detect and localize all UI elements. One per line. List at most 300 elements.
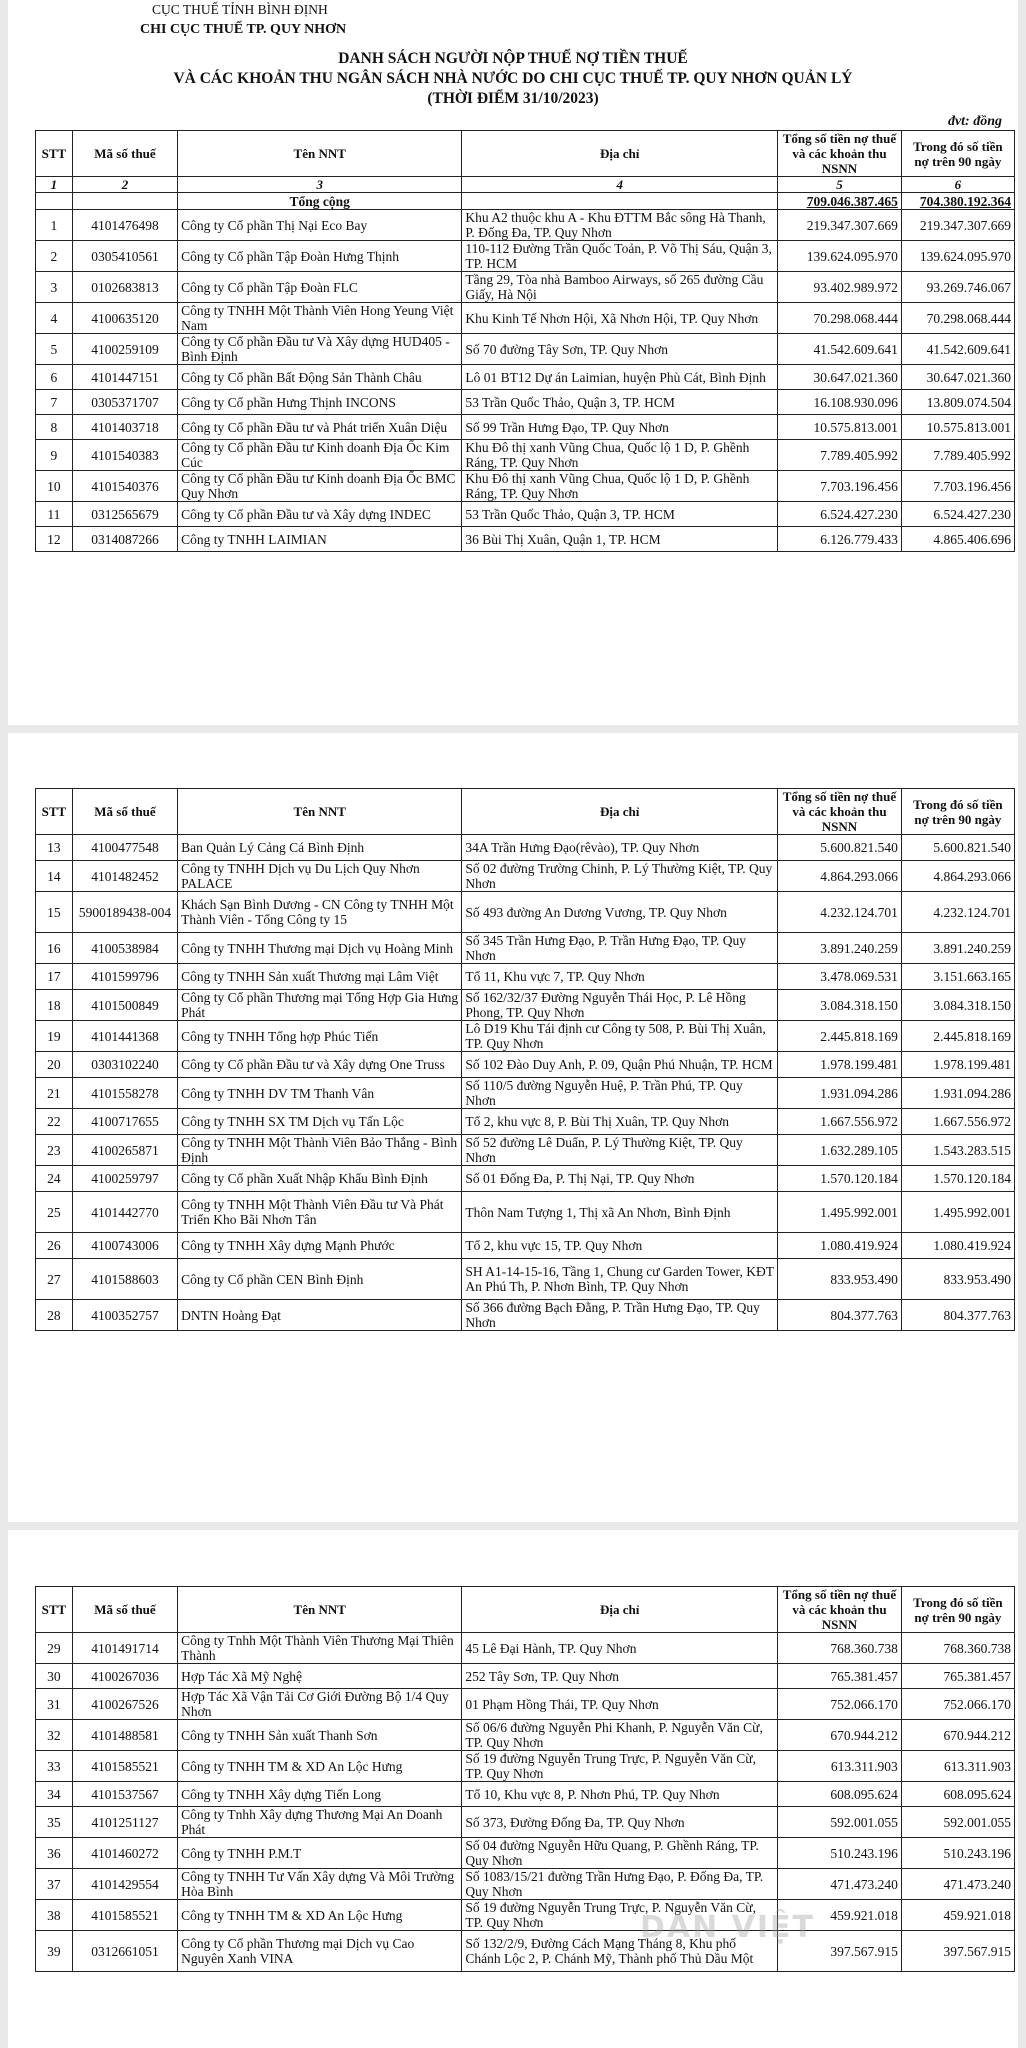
cell-name: Công ty Cổ phần Thương mại Tổng Hợp Gia Hưng Phát <box>178 990 462 1021</box>
table-row <box>36 502 1015 527</box>
cell-over90: 608.095.624 <box>901 1782 1014 1807</box>
cell-name: Công ty Cổ phần Đầu tư Kinh doanh Địa Ốc BMC Quy Nhơn <box>178 471 462 502</box>
cell-total: 765.381.457 <box>778 1664 902 1689</box>
cell-name: Công ty Cổ phần Thị Nại Eco Bay <box>178 210 462 241</box>
cell-name: Công ty Cổ phần Đầu tư Kinh doanh Địa Ốc Kim Cúc <box>178 440 462 471</box>
cell-name: Công ty Cổ phần CEN Bình Định <box>178 1259 462 1300</box>
cell-name: Công ty Cổ phần Đầu tư và Phát triển Xuân Diệu <box>178 415 462 440</box>
table-row <box>36 990 1015 1021</box>
column-header-over90: Trong đó số tiền nợ trên 90 ngày <box>901 131 1014 177</box>
column-header-name: Tên NNT <box>178 1587 462 1633</box>
debtor-table-part-1 <box>35 130 1015 552</box>
cell-address: Số 373, Đường Đống Đa, TP. Quy Nhơn <box>462 1807 778 1838</box>
cell-name: Công ty Cổ phần Hưng Thịnh INCONS <box>178 390 462 415</box>
total-amount-cell <box>778 193 902 210</box>
column-number: 3 <box>178 177 462 193</box>
cell-mst: 4100538984 <box>72 933 177 964</box>
column-header-address: Địa chỉ <box>462 1587 778 1633</box>
cell-total: 16.108.930.096 <box>778 390 902 415</box>
cell-stt: 38 <box>36 1900 73 1931</box>
cell-mst: 4101476498 <box>72 210 177 241</box>
cell-mst: 4101251127 <box>72 1807 177 1838</box>
cell-total: 1.632.289.105 <box>778 1135 902 1166</box>
cell-address: Số 06/6 đường Nguyễn Phi Khanh, P. Nguyễn Văn Cừ, TP. Quy Nhơn <box>462 1720 778 1751</box>
cell-total: 3.084.318.150 <box>778 990 902 1021</box>
total-label: Tổng cộng <box>178 193 462 210</box>
cell-address: Số 132/2/9, Đường Cách Mạng Tháng 8, Khu phố Chánh Lộc 2, P. Chánh Mỹ, Thành phố Thủ Dầu Một <box>462 1931 778 1972</box>
cell-mst: 4100635120 <box>72 303 177 334</box>
cell-total: 6.126.779.433 <box>778 527 902 552</box>
cell-over90: 1.667.556.972 <box>901 1109 1014 1135</box>
cell-total: 1.495.992.001 <box>778 1192 902 1233</box>
cell-over90: 1.570.120.184 <box>901 1166 1014 1192</box>
cell-address: Lô 01 BT12 Dự án Laimian, huyện Phù Cát, Bình Định <box>462 365 778 390</box>
table-header-row <box>36 789 1015 835</box>
cell-address: Lô D19 Khu Tái định cư Công ty 508, P. Bùi Thị Xuân, TP. Quy Nhơn <box>462 1021 778 1052</box>
column-header-over90: Trong đó số tiền nợ trên 90 ngày <box>901 789 1014 835</box>
cell-mst: 0312565679 <box>72 502 177 527</box>
table-row <box>36 1751 1015 1782</box>
watermark: DÂN VIỆT <box>640 1910 816 1945</box>
cell-total: 833.953.490 <box>778 1259 902 1300</box>
cell-stt: 20 <box>36 1052 73 1078</box>
cell-stt: 29 <box>36 1633 73 1664</box>
column-header-name: Tên NNT <box>178 131 462 177</box>
cell-name: Hợp Tác Xã Vận Tải Cơ Giới Đường Bộ 1/4 Quy Nhơn <box>178 1689 462 1720</box>
cell-name: Công ty Tnhh Xây dựng Thương Mại An Doanh Phát <box>178 1807 462 1838</box>
cell-total: 471.473.240 <box>778 1869 902 1900</box>
cell-total: 1.570.120.184 <box>778 1166 902 1192</box>
cell-over90: 3.151.663.165 <box>901 964 1014 990</box>
cell-name: Công ty TNHH Sản xuất Thương mại Lâm Việt <box>178 964 462 990</box>
table-header-row <box>36 1587 1015 1633</box>
cell-total: 6.524.427.230 <box>778 502 902 527</box>
table-row <box>36 933 1015 964</box>
cell-over90: 1.543.283.515 <box>901 1135 1014 1166</box>
debtor-table-part-2 <box>35 788 1015 1331</box>
cell-name: Công ty Cổ phần Tập Đoàn FLC <box>178 272 462 303</box>
cell-address: Thôn Nam Tượng 1, Thị xã An Nhơn, Bình Định <box>462 1192 778 1233</box>
cell-name: Công ty Cổ phần Bất Động Sản Thành Châu <box>178 365 462 390</box>
cell-address: 36 Bùi Thị Xuân, Quận 1, TP. HCM <box>462 527 778 552</box>
table-row <box>36 1720 1015 1751</box>
cell-stt: 24 <box>36 1166 73 1192</box>
column-header-address: Địa chỉ <box>462 131 778 177</box>
table-row <box>36 1233 1015 1259</box>
table-row <box>36 861 1015 892</box>
cell-stt: 4 <box>36 303 73 334</box>
cell-over90: 6.524.427.230 <box>901 502 1014 527</box>
cell-stt: 22 <box>36 1109 73 1135</box>
table-row <box>36 892 1015 933</box>
cell-address: Số 1083/15/21 đường Trần Hưng Đạo, P. Đống Đa, TP. Quy Nhơn <box>462 1869 778 1900</box>
cell-over90: 765.381.457 <box>901 1664 1014 1689</box>
document-page-1 <box>8 0 1018 725</box>
cell-name: Công ty TNHH TM & XD An Lộc Hưng <box>178 1751 462 1782</box>
cell-stt: 6 <box>36 365 73 390</box>
cell-name: Công ty Cổ phần Đầu tư Và Xây dựng HUD405 - Bình Định <box>178 334 462 365</box>
cell-address: Số 19 đường Nguyễn Trung Trực, P. Nguyễn Văn Cừ, TP. Quy Nhơn <box>462 1751 778 1782</box>
cell-stt: 12 <box>36 527 73 552</box>
cell-address: Khu Đô thị xanh Vũng Chua, Quốc lộ 1 D, P. Ghềnh Ráng, TP. Quy Nhơn <box>462 440 778 471</box>
cell-mst: 4100267036 <box>72 1664 177 1689</box>
cell-over90: 613.311.903 <box>901 1751 1014 1782</box>
cell-stt: 30 <box>36 1664 73 1689</box>
column-number: 2 <box>72 177 177 193</box>
cell-name: Công ty Tnhh Một Thành Viên Thương Mại Thiên Thành <box>178 1633 462 1664</box>
cell-total: 613.311.903 <box>778 1751 902 1782</box>
cell-stt: 10 <box>36 471 73 502</box>
cell-total: 752.066.170 <box>778 1689 902 1720</box>
cell-total: 4.864.293.066 <box>778 861 902 892</box>
cell-over90: 804.377.763 <box>901 1300 1014 1331</box>
total-amount: 709.046.387.465 <box>806 193 898 209</box>
cell-over90: 1.931.094.286 <box>901 1078 1014 1109</box>
cell-address: Khu Đô thị xanh Vũng Chua, Quốc lộ 1 D, P. Ghềnh Ráng, TP. Quy Nhơn <box>462 471 778 502</box>
total-over90-cell <box>901 193 1014 210</box>
cell-mst: 4101447151 <box>72 365 177 390</box>
cell-name: Công ty TNHH Một Thành Viên Bảo Thắng - Bình Định <box>178 1135 462 1166</box>
column-header-stt: STT <box>36 131 73 177</box>
cell-mst: 4100259109 <box>72 334 177 365</box>
table-row <box>36 1869 1015 1900</box>
table-row <box>36 964 1015 990</box>
table-header-row <box>36 131 1015 177</box>
cell-name: Công ty TNHH TM & XD An Lộc Hưng <box>178 1900 462 1931</box>
cell-mst: 4101537567 <box>72 1782 177 1807</box>
cell-stt: 18 <box>36 990 73 1021</box>
table-row <box>36 415 1015 440</box>
cell-stt: 26 <box>36 1233 73 1259</box>
cell-over90: 93.269.746.067 <box>901 272 1014 303</box>
cell-name: Công ty TNHH Thương mại Dịch vụ Hoàng Minh <box>178 933 462 964</box>
cell-over90: 3.891.240.259 <box>901 933 1014 964</box>
table-row <box>36 1689 1015 1720</box>
column-header-total: Tổng số tiền nợ thuế và các khoản thu NSNN <box>778 131 902 177</box>
cell-name: DNTN Hoàng Đạt <box>178 1300 462 1331</box>
cell-over90: 7.703.196.456 <box>901 471 1014 502</box>
cell-total: 3.478.069.531 <box>778 964 902 990</box>
cell-over90: 471.473.240 <box>901 1869 1014 1900</box>
document-title-line-2: VÀ CÁC KHOẢN THU NGÂN SÁCH NHÀ NƯỚC DO CHI CỤC THUẾ TP. QUY NHƠN QUẢN LÝ <box>173 70 853 87</box>
table-row <box>36 365 1015 390</box>
cell-name: Ban Quản Lý Cảng Cá Bình Định <box>178 835 462 861</box>
table-row <box>36 471 1015 502</box>
cell-mst: 4101403718 <box>72 415 177 440</box>
cell-name: Công ty TNHH Tư Vấn Xây dựng Và Môi Trường Hòa Bình <box>178 1869 462 1900</box>
cell-stt: 37 <box>36 1869 73 1900</box>
cell-stt: 3 <box>36 272 73 303</box>
column-number: 1 <box>36 177 73 193</box>
cell-mst: 4101540383 <box>72 440 177 471</box>
cell-name: Hợp Tác Xã Mỹ Nghệ <box>178 1664 462 1689</box>
column-header-over90: Trong đó số tiền nợ trên 90 ngày <box>901 1587 1014 1633</box>
cell-over90: 10.575.813.001 <box>901 415 1014 440</box>
cell-mst: 4101482452 <box>72 861 177 892</box>
cell-address: Số 04 đường Nguyễn Hữu Quang, P. Ghềnh Ráng, TP. Quy Nhơn <box>462 1838 778 1869</box>
cell-stt: 11 <box>36 502 73 527</box>
cell-over90: 670.944.212 <box>901 1720 1014 1751</box>
cell-name: Công ty TNHH Một Thành Viên Đầu tư Và Phát Triển Kho Bãi Nhơn Tân <box>178 1192 462 1233</box>
cell-name: Công ty TNHH Một Thành Viên Hong Yeung Việt Nam <box>178 303 462 334</box>
cell-stt: 32 <box>36 1720 73 1751</box>
table-row <box>36 1021 1015 1052</box>
cell-mst: 4101442770 <box>72 1192 177 1233</box>
cell-mst: 4100717655 <box>72 1109 177 1135</box>
cell-total: 592.001.055 <box>778 1807 902 1838</box>
cell-address: 45 Lê Đại Hành, TP. Quy Nhơn <box>462 1633 778 1664</box>
total-empty-cell <box>72 193 177 210</box>
cell-name: Công ty TNHH LAIMIAN <box>178 527 462 552</box>
cell-over90: 5.600.821.540 <box>901 835 1014 861</box>
cell-address: Số 110/5 đường Nguyễn Huệ, P. Trần Phú, TP. Quy Nhơn <box>462 1078 778 1109</box>
cell-over90: 768.360.738 <box>901 1633 1014 1664</box>
cell-stt: 28 <box>36 1300 73 1331</box>
column-header-mst: Mã số thuế <box>72 1587 177 1633</box>
cell-address: Số 19 đường Nguyễn Trung Trực, P. Nguyễn Văn Cừ, TP. Quy Nhơn <box>462 1900 778 1931</box>
cell-over90: 397.567.915 <box>901 1931 1014 1972</box>
cell-total: 2.445.818.169 <box>778 1021 902 1052</box>
cell-name: Công ty TNHH DV TM Thanh Vân <box>178 1078 462 1109</box>
cell-address: Tầng 29, Tòa nhà Bamboo Airways, số 265 đường Cầu Giấy, Hà Nội <box>462 272 778 303</box>
column-header-total: Tổng số tiền nợ thuế và các khoản thu NSNN <box>778 789 902 835</box>
cell-over90: 833.953.490 <box>901 1259 1014 1300</box>
cell-total: 1.080.419.924 <box>778 1233 902 1259</box>
cell-stt: 17 <box>36 964 73 990</box>
cell-address: SH A1-14-15-16, Tầng 1, Chung cư Garden Tower, KĐT An Phú Th, P. Nhơn Bình, TP. Quy Nhơn <box>462 1259 778 1300</box>
cell-address: 34A Trần Hưng Đạo(rêvào), TP. Quy Nhơn <box>462 835 778 861</box>
table-row <box>36 1931 1015 1972</box>
table-row <box>36 1807 1015 1838</box>
agency-name: CHI CỤC THUẾ TP. QUY NHƠN <box>140 22 347 37</box>
table-row <box>36 241 1015 272</box>
cell-total: 670.944.212 <box>778 1720 902 1751</box>
cell-mst: 4101491714 <box>72 1633 177 1664</box>
cell-mst: 4101588603 <box>72 1259 177 1300</box>
cell-over90: 2.445.818.169 <box>901 1021 1014 1052</box>
cell-mst: 4100265871 <box>72 1135 177 1166</box>
cell-address: Số 162/32/37 Đường Nguyễn Thái Học, P. Lê Hồng Phong, TP. Quy Nhơn <box>462 990 778 1021</box>
cell-mst: 4101500849 <box>72 990 177 1021</box>
cell-stt: 25 <box>36 1192 73 1233</box>
table-row <box>36 1192 1015 1233</box>
table-row <box>36 527 1015 552</box>
cell-total: 5.600.821.540 <box>778 835 902 861</box>
cell-stt: 14 <box>36 861 73 892</box>
cell-total: 1.667.556.972 <box>778 1109 902 1135</box>
cell-name: Công ty Cổ phần Xuất Nhập Khẩu Bình Định <box>178 1166 462 1192</box>
cell-total: 139.624.095.970 <box>778 241 902 272</box>
cell-mst: 4100267526 <box>72 1689 177 1720</box>
cell-total: 30.647.021.360 <box>778 365 902 390</box>
cell-name: Công ty TNHH Dịch vụ Du Lịch Quy Nhơn PALACE <box>178 861 462 892</box>
cell-total: 804.377.763 <box>778 1300 902 1331</box>
cell-stt: 13 <box>36 835 73 861</box>
cell-over90: 4.232.124.701 <box>901 892 1014 933</box>
column-header-mst: Mã số thuế <box>72 789 177 835</box>
cell-stt: 19 <box>36 1021 73 1052</box>
cell-name: Công ty Cổ phần Đầu tư và Xây dựng One Truss <box>178 1052 462 1078</box>
cell-over90: 7.789.405.992 <box>901 440 1014 471</box>
cell-mst: 0312661051 <box>72 1931 177 1972</box>
table-row <box>36 440 1015 471</box>
cell-stt: 7 <box>36 390 73 415</box>
cell-address: 252 Tây Sơn, TP. Quy Nhơn <box>462 1664 778 1689</box>
cell-total: 70.298.068.444 <box>778 303 902 334</box>
cell-mst: 4101488581 <box>72 1720 177 1751</box>
cell-mst: 4100743006 <box>72 1233 177 1259</box>
cell-stt: 1 <box>36 210 73 241</box>
cell-address: Số 345 Trần Hưng Đạo, P. Trần Hưng Đạo, TP. Quy Nhơn <box>462 933 778 964</box>
document-page-2 <box>8 733 1018 1522</box>
cell-name: Công ty TNHH Xây dựng Tiến Long <box>178 1782 462 1807</box>
cell-mst: 0102683813 <box>72 272 177 303</box>
cell-total: 1.978.199.481 <box>778 1052 902 1078</box>
cell-mst: 4101540376 <box>72 471 177 502</box>
document-title-line-3: (THỜI ĐIỂM 31/10/2023) <box>427 90 599 107</box>
cell-total: 7.789.405.992 <box>778 440 902 471</box>
table-row <box>36 1838 1015 1869</box>
column-header-total: Tổng số tiền nợ thuế và các khoản thu NSNN <box>778 1587 902 1633</box>
cell-address: Khu Kinh Tế Nhơn Hội, Xã Nhơn Hội, TP. Quy Nhơn <box>462 303 778 334</box>
cell-total: 7.703.196.456 <box>778 471 902 502</box>
cell-over90: 219.347.307.669 <box>901 210 1014 241</box>
cell-address: 110-112 Đường Trần Quốc Toản, P. Võ Thị Sáu, Quận 3, TP. HCM <box>462 241 778 272</box>
cell-name: Công ty Cổ phần Đầu tư và Xây dựng INDEC <box>178 502 462 527</box>
document-title-line-1: DANH SÁCH NGƯỜI NỘP THUẾ NỢ TIỀN THUẾ <box>338 50 688 67</box>
cell-mst: 4100352757 <box>72 1300 177 1331</box>
column-header-mst: Mã số thuế <box>72 131 177 177</box>
table-row <box>36 1900 1015 1931</box>
column-header-stt: STT <box>36 1587 73 1633</box>
table-row <box>36 272 1015 303</box>
cell-stt: 23 <box>36 1135 73 1166</box>
document-page-3 <box>8 1530 1018 2048</box>
cell-address: Tổ 10, Khu vực 8, P. Nhơn Phú, TP. Quy Nhơn <box>462 1782 778 1807</box>
table-row <box>36 334 1015 365</box>
table-row <box>36 1166 1015 1192</box>
cell-stt: 8 <box>36 415 73 440</box>
cell-mst: 5900189438-004 <box>72 892 177 933</box>
column-number-row <box>36 177 1015 193</box>
cell-total: 1.931.094.286 <box>778 1078 902 1109</box>
cell-stt: 31 <box>36 1689 73 1720</box>
cell-over90: 3.084.318.150 <box>901 990 1014 1021</box>
cell-address: Tổ 2, khu vực 8, P. Bùi Thị Xuân, TP. Quy Nhơn <box>462 1109 778 1135</box>
cell-name: Công ty TNHH SX TM Dịch vụ Tấn Lộc <box>178 1109 462 1135</box>
cell-stt: 5 <box>36 334 73 365</box>
cell-name: Công ty TNHH Tổng hợp Phúc Tiến <box>178 1021 462 1052</box>
column-header-name: Tên NNT <box>178 789 462 835</box>
cell-over90: 592.001.055 <box>901 1807 1014 1838</box>
cell-mst: 4101585521 <box>72 1751 177 1782</box>
cell-stt: 27 <box>36 1259 73 1300</box>
cell-name: Công ty Cổ phần Thương mại Dịch vụ Cao Nguyên Xanh VINA <box>178 1931 462 1972</box>
cell-mst: 4101585521 <box>72 1900 177 1931</box>
cell-total: 3.891.240.259 <box>778 933 902 964</box>
cell-name: Công ty TNHH Xây dựng Mạnh Phước <box>178 1233 462 1259</box>
cell-address: Số 01 Đống Đa, P. Thị Nại, TP. Quy Nhơn <box>462 1166 778 1192</box>
cell-mst: 0305371707 <box>72 390 177 415</box>
table-row <box>36 1664 1015 1689</box>
cell-over90: 459.921.018 <box>901 1900 1014 1931</box>
cell-address: Số 99 Trần Hưng Đạo, TP. Quy Nhơn <box>462 415 778 440</box>
cell-mst: 4101441368 <box>72 1021 177 1052</box>
cell-address: 53 Trần Quốc Thảo, Quận 3, TP. HCM <box>462 502 778 527</box>
cell-address: Tổ 2, khu vực 15, TP. Quy Nhơn <box>462 1233 778 1259</box>
cell-address: Số 70 đường Tây Sơn, TP. Quy Nhơn <box>462 334 778 365</box>
cell-mst: 4100259797 <box>72 1166 177 1192</box>
cell-mst: 0314087266 <box>72 527 177 552</box>
cell-address: Tổ 11, Khu vực 7, TP. Quy Nhơn <box>462 964 778 990</box>
cell-stt: 16 <box>36 933 73 964</box>
column-number: 4 <box>462 177 778 193</box>
cell-mst: 0305410561 <box>72 241 177 272</box>
cell-address: Số 02 đường Trường Chinh, P. Lý Thường Kiệt, TP. Quy Nhơn <box>462 861 778 892</box>
cell-address: 01 Phạm Hồng Thái, TP. Quy Nhơn <box>462 1689 778 1720</box>
cell-name: Công ty TNHH P.M.T <box>178 1838 462 1869</box>
total-row <box>36 193 1015 210</box>
cell-total: 10.575.813.001 <box>778 415 902 440</box>
table-row <box>36 1300 1015 1331</box>
cell-mst: 4101460272 <box>72 1838 177 1869</box>
cell-stt: 39 <box>36 1931 73 1972</box>
total-empty-cell <box>36 193 73 210</box>
cell-name: Khách Sạn Bình Dương - CN Công ty TNHH Một Thành Viên - Tổng Công ty 15 <box>178 892 462 933</box>
cell-stt: 2 <box>36 241 73 272</box>
cell-over90: 30.647.021.360 <box>901 365 1014 390</box>
cell-over90: 41.542.609.641 <box>901 334 1014 365</box>
cell-total: 93.402.989.972 <box>778 272 902 303</box>
parent-agency: CỤC THUẾ TỈNH BÌNH ĐỊNH <box>152 2 328 17</box>
cell-over90: 1.495.992.001 <box>901 1192 1014 1233</box>
cell-name: Công ty TNHH Sản xuất Thanh Sơn <box>178 1720 462 1751</box>
cell-mst: 4101599796 <box>72 964 177 990</box>
cell-stt: 35 <box>36 1807 73 1838</box>
cell-name: Công ty Cổ phần Tập Đoàn Hưng Thịnh <box>178 241 462 272</box>
cell-over90: 510.243.196 <box>901 1838 1014 1869</box>
cell-over90: 139.624.095.970 <box>901 241 1014 272</box>
cell-total: 397.567.915 <box>778 1931 902 1972</box>
table-row <box>36 1135 1015 1166</box>
cell-address: Số 366 đường Bạch Đằng, P. Trần Hưng Đạo, TP. Quy Nhơn <box>462 1300 778 1331</box>
cell-over90: 1.080.419.924 <box>901 1233 1014 1259</box>
cell-stt: 9 <box>36 440 73 471</box>
table-row <box>36 1633 1015 1664</box>
table-row <box>36 1109 1015 1135</box>
table-row <box>36 303 1015 334</box>
cell-mst: 4101558278 <box>72 1078 177 1109</box>
cell-address: Số 52 đường Lê Duẩn, P. Lý Thường Kiệt, TP. Quy Nhơn <box>462 1135 778 1166</box>
cell-stt: 21 <box>36 1078 73 1109</box>
cell-address: Số 102 Đào Duy Anh, P. 09, Quận Phú Nhuận, TP. HCM <box>462 1052 778 1078</box>
cell-over90: 13.809.074.504 <box>901 390 1014 415</box>
cell-address: Số 493 đường An Dương Vương, TP. Quy Nhơn <box>462 892 778 933</box>
cell-over90: 4.864.293.066 <box>901 861 1014 892</box>
table-row <box>36 1078 1015 1109</box>
table-row <box>36 1259 1015 1300</box>
column-header-stt: STT <box>36 789 73 835</box>
table-row <box>36 390 1015 415</box>
cell-mst: 4101429554 <box>72 1869 177 1900</box>
column-header-address: Địa chỉ <box>462 789 778 835</box>
cell-total: 459.921.018 <box>778 1900 902 1931</box>
column-number: 5 <box>778 177 902 193</box>
table-row <box>36 835 1015 861</box>
currency-unit: đvt: đồng <box>947 114 1002 129</box>
cell-mst: 4100477548 <box>72 835 177 861</box>
cell-over90: 4.865.406.696 <box>901 527 1014 552</box>
